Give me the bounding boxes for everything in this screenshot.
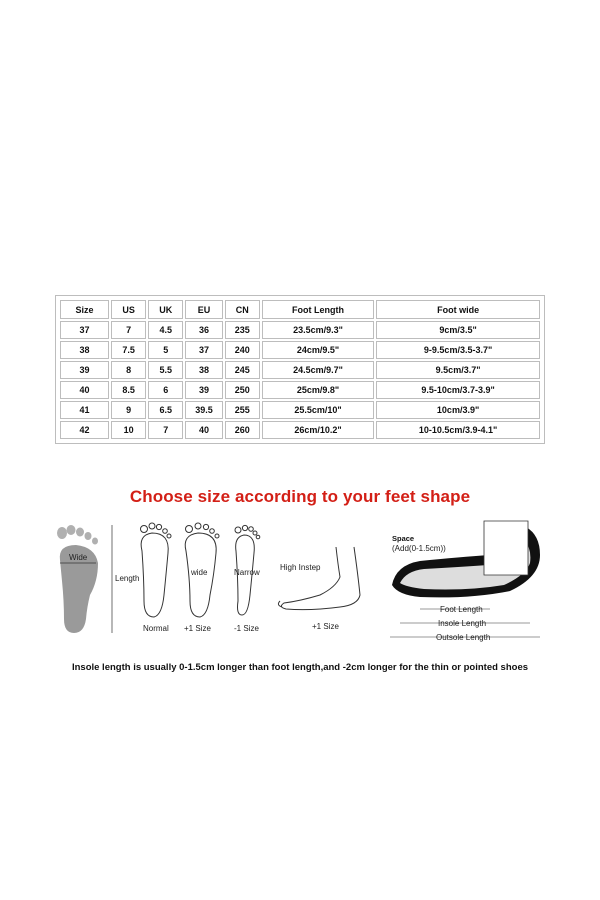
insole-note: Insole length is usually 0-1.5cm longer than foot length,and -2cm longer for the thin or pointed shoes bbox=[71, 662, 529, 673]
cell-foot-length: 24.5cm/9.7" bbox=[262, 361, 374, 379]
cell-eu: 40 bbox=[185, 421, 222, 439]
cell-uk: 6.5 bbox=[148, 401, 183, 419]
cell-cn: 235 bbox=[225, 321, 260, 339]
foot-length-label: Foot Length bbox=[440, 605, 483, 614]
header-foot-wide: Foot wide bbox=[376, 300, 540, 319]
cell-foot-wide: 9.5-10cm/3.7-3.9" bbox=[376, 381, 540, 399]
high-instep-foot-icon bbox=[278, 547, 360, 610]
wide-plus-size-label: +1 Size bbox=[184, 624, 211, 633]
foot-shape-illustration bbox=[40, 515, 560, 655]
cell-us: 8 bbox=[111, 361, 146, 379]
normal-label: Normal bbox=[143, 624, 169, 633]
cell-foot-length: 26cm/10.2" bbox=[262, 421, 374, 439]
cell-foot-length: 25cm/9.8" bbox=[262, 381, 374, 399]
table-row bbox=[60, 381, 540, 399]
outsole-length-label: Outsole Length bbox=[436, 633, 491, 642]
headline: Choose size according to your feet shape bbox=[129, 487, 471, 506]
cell-us: 8.5 bbox=[111, 381, 146, 399]
cell-cn: 245 bbox=[225, 361, 260, 379]
cell-foot-wide: 10cm/3.9" bbox=[376, 401, 540, 419]
cell-size: 39 bbox=[60, 361, 109, 379]
cell-eu: 38 bbox=[185, 361, 222, 379]
cell-us: 7 bbox=[111, 321, 146, 339]
high-instep-label: High Instep bbox=[280, 563, 321, 572]
cell-size: 40 bbox=[60, 381, 109, 399]
narrow-minus-size-label: -1 Size bbox=[234, 624, 259, 633]
table-row bbox=[60, 421, 540, 439]
cell-foot-wide: 9.5cm/3.7" bbox=[376, 361, 540, 379]
cell-size: 38 bbox=[60, 341, 109, 359]
cell-uk: 4.5 bbox=[148, 321, 183, 339]
header-us: US bbox=[111, 300, 146, 319]
cell-uk: 5.5 bbox=[148, 361, 183, 379]
header-uk: UK bbox=[148, 300, 183, 319]
cell-uk: 5 bbox=[148, 341, 183, 359]
high-instep-size-label: +1 Size bbox=[312, 622, 339, 631]
table-row bbox=[60, 401, 540, 419]
length-label: Length bbox=[115, 574, 140, 583]
cell-foot-length: 23.5cm/9.3" bbox=[262, 321, 374, 339]
cell-us: 10 bbox=[111, 421, 146, 439]
space-add-label: (Add(0-1.5cm)) bbox=[392, 544, 446, 553]
cell-uk: 7 bbox=[148, 421, 183, 439]
footprint-icon bbox=[57, 525, 98, 633]
cell-foot-wide: 10-10.5cm/3.9-4.1" bbox=[376, 421, 540, 439]
cell-uk: 6 bbox=[148, 381, 183, 399]
space-label: Space bbox=[392, 534, 415, 543]
header-cn: CN bbox=[225, 300, 260, 319]
wide-small-label: wide bbox=[191, 568, 208, 577]
cell-foot-length: 25.5cm/10" bbox=[262, 401, 374, 419]
header-eu: EU bbox=[185, 300, 222, 319]
cell-us: 7.5 bbox=[111, 341, 146, 359]
normal-foot-icon bbox=[141, 523, 172, 617]
wide-label: Wide bbox=[69, 553, 88, 562]
cell-eu: 39 bbox=[185, 381, 222, 399]
cell-eu: 39.5 bbox=[185, 401, 222, 419]
size-chart-table bbox=[55, 295, 545, 444]
cell-us: 9 bbox=[111, 401, 146, 419]
cell-cn: 260 bbox=[225, 421, 260, 439]
cell-size: 42 bbox=[60, 421, 109, 439]
cell-cn: 255 bbox=[225, 401, 260, 419]
table-row bbox=[60, 321, 540, 339]
table-row bbox=[60, 361, 540, 379]
cell-foot-wide: 9-9.5cm/3.5-3.7" bbox=[376, 341, 540, 359]
cell-cn: 250 bbox=[225, 381, 260, 399]
cell-size: 37 bbox=[60, 321, 109, 339]
cell-eu: 37 bbox=[185, 341, 222, 359]
cell-foot-wide: 9cm/3.5" bbox=[376, 321, 540, 339]
cell-eu: 36 bbox=[185, 321, 222, 339]
narrow-label: Narrow bbox=[234, 568, 260, 577]
insole-length-label: Insole Length bbox=[438, 619, 487, 628]
cell-size: 41 bbox=[60, 401, 109, 419]
cell-foot-length: 24cm/9.5" bbox=[262, 341, 374, 359]
shoe-cross-section-icon bbox=[392, 521, 540, 597]
header-foot-length: Foot Length bbox=[262, 300, 374, 319]
header-size: Size bbox=[60, 300, 109, 319]
cell-cn: 240 bbox=[225, 341, 260, 359]
table-header-row bbox=[60, 300, 540, 319]
table-row bbox=[60, 341, 540, 359]
